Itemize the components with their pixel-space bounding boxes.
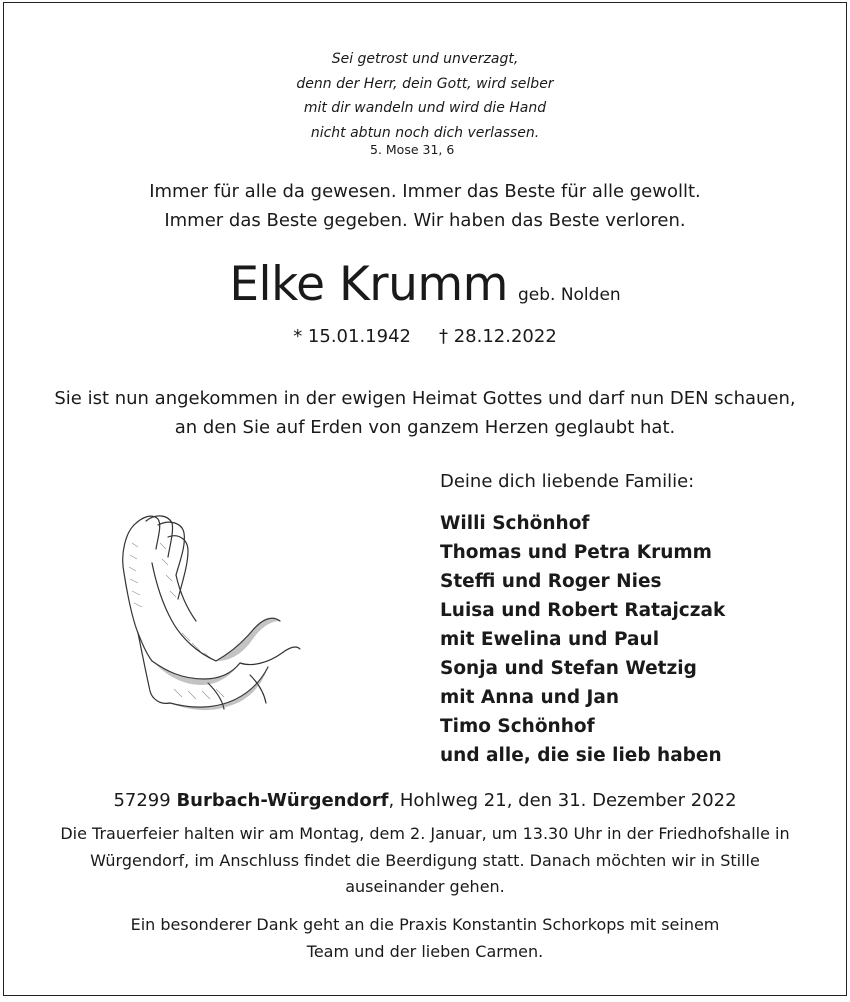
family-member: mit Anna und Jan — [440, 687, 620, 708]
bible-verse — [4, 47, 846, 145]
place-and-date — [4, 790, 846, 811]
thanks-note — [44, 912, 806, 965]
verse-line: mit dir wandeln und wird die Hand — [303, 100, 547, 116]
motto-line: Immer das Beste gegeben. Wir haben das Beste verloren. — [164, 210, 686, 231]
verse-line: Sei getrost und unverzagt, — [331, 51, 519, 67]
funeral-line: auseinander gehen. — [345, 877, 505, 896]
family-member: Thomas und Petra Krumm — [440, 542, 712, 563]
birth-date: * 15.01.1942 — [293, 326, 411, 347]
address-date: , Hohlweg 21, den 31. Dezember 2022 — [388, 790, 737, 811]
family-member: Steffi und Roger Nies — [440, 571, 662, 592]
deceased-name-row — [4, 257, 846, 312]
death-date: † 28.12.2022 — [439, 326, 557, 347]
funeral-line: Würgendorf, im Anschluss findet die Beerdigung statt. Danach möchten wir in Stille — [90, 850, 760, 870]
family-intro: Deine dich liebende Familie: — [440, 471, 695, 492]
funeral-info — [30, 821, 820, 901]
postcode: 57299 — [113, 790, 171, 811]
family-member: Timo Schönhof — [440, 716, 595, 737]
praying-hands-icon — [112, 503, 302, 713]
family-member: Sonja und Stefan Wetzig — [440, 658, 697, 679]
memorial-text — [4, 384, 846, 442]
life-dates — [4, 326, 846, 347]
family-member: mit Ewelina und Paul — [440, 629, 660, 650]
memorial-text-line: Sie ist nun angekommen in der ewigen Heimat Gottes und darf nun DEN schauen, — [54, 388, 796, 409]
motto-line: Immer für alle da gewesen. Immer das Beste für alle gewollt. — [149, 181, 701, 202]
motto — [4, 177, 846, 235]
memorial-text-line: an den Sie auf Erden von ganzem Herzen geglaubt hat. — [174, 417, 676, 438]
verse-line: denn der Herr, dein Gott, wird selber — [296, 75, 554, 92]
thanks-line: Ein besonderer Dank geht an die Praxis Konstantin Schorkops mit seinem — [130, 915, 720, 934]
verse-reference: 5. Mose 31, 6 — [370, 142, 455, 157]
birth-name: geb. Nolden — [517, 285, 621, 305]
verse-line: nicht abtun noch dich verlassen. — [310, 124, 540, 141]
obituary-notice — [3, 2, 847, 996]
town: Burbach-Würgendorf — [176, 790, 389, 811]
family-member: Luisa und Robert Ratajczak — [440, 600, 726, 621]
family-list — [440, 509, 725, 770]
family-member: und alle, die sie lieb haben — [440, 745, 722, 766]
deceased-name: Elke Krumm — [229, 257, 508, 312]
thanks-line: Team und der lieben Carmen. — [306, 941, 544, 961]
funeral-line: Die Trauerfeier halten wir am Montag, dem 2. Januar, um 13.30 Uhr in der Friedhofshalle in — [60, 824, 790, 843]
family-member: Willi Schönhof — [440, 513, 590, 534]
